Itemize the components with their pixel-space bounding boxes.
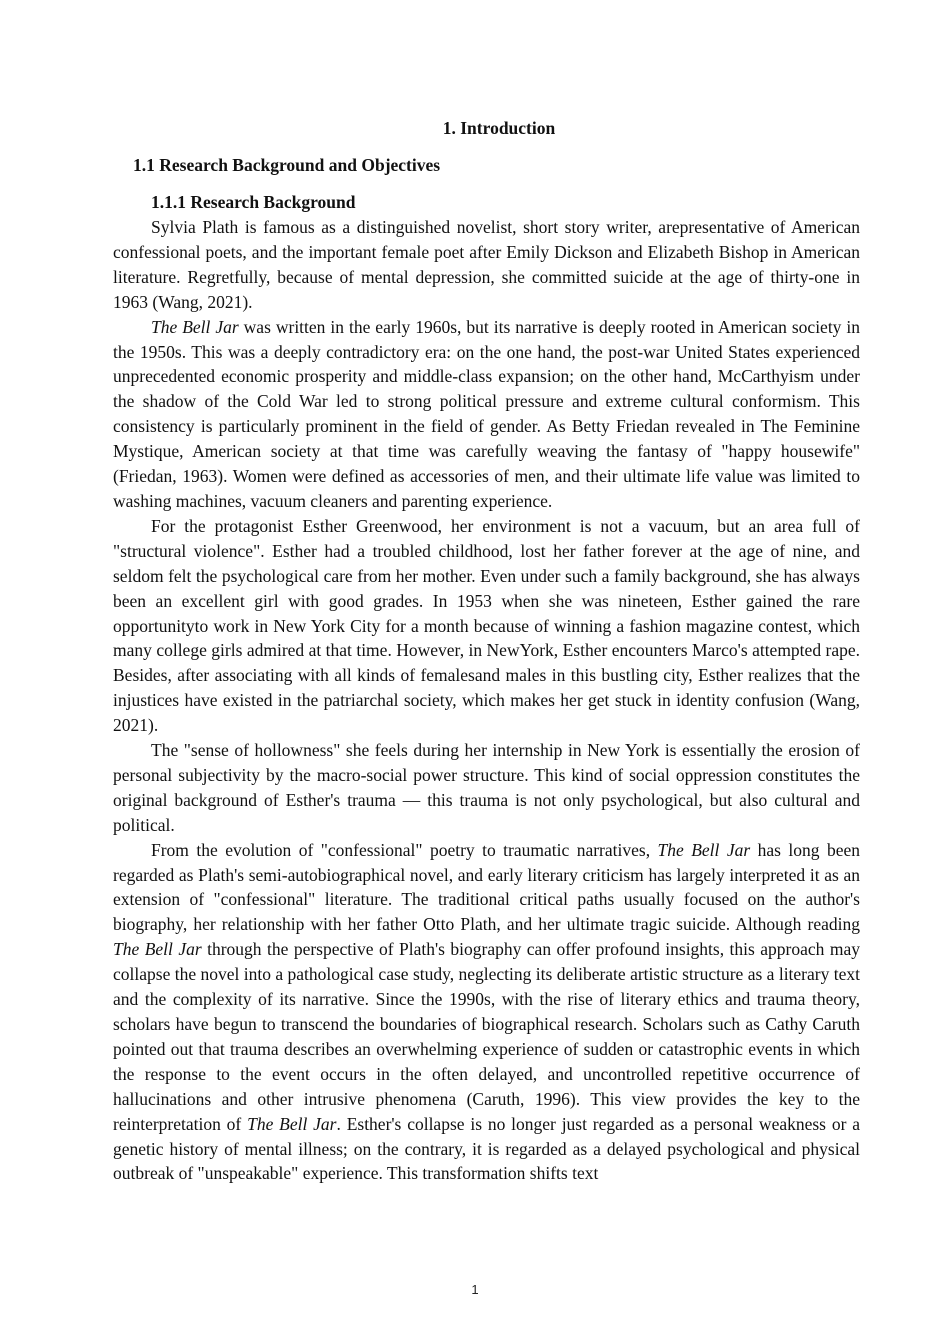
paragraph-5-segment: has long been regarded as Plath's semi-autobiographical novel, and early literary criticism has largely interpreted it as an extension of "confessional" literature. The traditional critical paths usually focused on the author's biography, her relationship with her father Otto Plath, and her ultimate tragic suicide. Although reading bbox=[113, 839, 860, 935]
paragraph-5-segment: through the perspective of Plath's biography can offer profound insights, this approach may collapse the novel into a pathological case study, neglecting its deliberate artistic structure as a literary text and the complexity of its narrative. Since the 1990s, with the rise of literary ethics and trauma theory, scholars have begun to transcend the boundaries of biographical research. Scholars such as Cathy Caruth pointed out that trauma describes an overwhelming experience of sudden or catastrophic events in which the response to the event occurs in the often delayed, and uncontrolled repetitive occurrence of hallucinations and other intrusive phenomena (Caruth, 1996). This view provides the key to the reinterpretation of bbox=[113, 939, 860, 1134]
paragraph-5 bbox=[113, 838, 860, 1187]
paragraph-3: For the protagonist Esther Greenwood, her environment is not a vacuum, but an area full of "structural violence". Esther had a troubled childhood, lost her father forever at the age of nine, and seldom felt the psychological care from her mother. Even under such a family background, she has always been an excellent girl with good grades. In 1953 when she was nineteen, Esther gained the rare opportunityto work in New York City for a month because of winning a fashion magazine contest, which many college girls admired at that time. However, in NewYork, Esther encounters Marco's attempted rape. Besides, after associating with all kinds of femalesand males in this bustling city, Esther realizes that the injustices have existed in the patriarchal society, which makes her get stuck in identity confusion (Wang, 2021). bbox=[113, 515, 860, 736]
subsubsection-heading-research-background: 1.1.1 Research Background bbox=[151, 192, 356, 212]
book-title-italic: The Bell Jar bbox=[113, 939, 202, 960]
section-heading-introduction: 1. Introduction bbox=[442, 118, 556, 138]
page-content bbox=[113, 116, 860, 1186]
paragraph-2-text: was written in the early 1960s, but its narrative is deeply rooted in American society in the 1950s. This was a deeply contradictory era: on the one hand, the post-war United States experienced unprecedented economic prosperity and middle-class expansion; on the other hand, McCarthyism under the shadow of the Cold War led to strong political pressure and extreme cultural conformism. This consistency is particularly prominent in the field of gender. As Betty Friedan revealed in The Feminine Mystique, American society at that time was carefully weaving the fantasy of "happy housewife" (Friedan, 1963). Women were defined as accessories of men, and their ultimate life value was limited to washing machines, vacuum cleaners and parenting experience. bbox=[113, 316, 861, 511]
page-number: 1 bbox=[471, 1282, 479, 1297]
paragraph-2 bbox=[113, 315, 860, 514]
book-title-italic: The Bell Jar bbox=[247, 1113, 337, 1134]
paragraph-4: The "sense of hollowness" she feels during her internship in New York is essentially the erosion of personal subjectivity by the macro-social power structure. This kind of social oppression constitutes the original background of Esther's trauma — this trauma is not only psychological, but also cultural and political. bbox=[113, 740, 860, 835]
subsection-heading-research-background-objectives: 1.1 Research Background and Objectives bbox=[133, 155, 441, 175]
book-title-italic: The Bell Jar bbox=[151, 316, 239, 337]
paragraph-5-segment: From the evolution of "confessional" poetry to traumatic narratives, bbox=[151, 839, 658, 860]
book-title-italic: The Bell Jar bbox=[657, 839, 751, 860]
paragraph-1: Sylvia Plath is famous as a distinguished novelist, short story writer, arepresentative of American confessional poets, and the important female poet after Emily Dickson and Elizabeth Bishop in American literature. Regretfully, because of mental depression, she committed suicide at the age of thirty-one in 1963 (Wang, 2021). bbox=[113, 217, 860, 312]
paragraph-5-segment: . Esther's collapse is no longer just regarded as a personal weakness or a genetic history of mental illness; on the contrary, it is regarded as a delayed psychological and physical outbreak of "unspeakable" experience. This transformation shifts text bbox=[113, 1113, 860, 1184]
